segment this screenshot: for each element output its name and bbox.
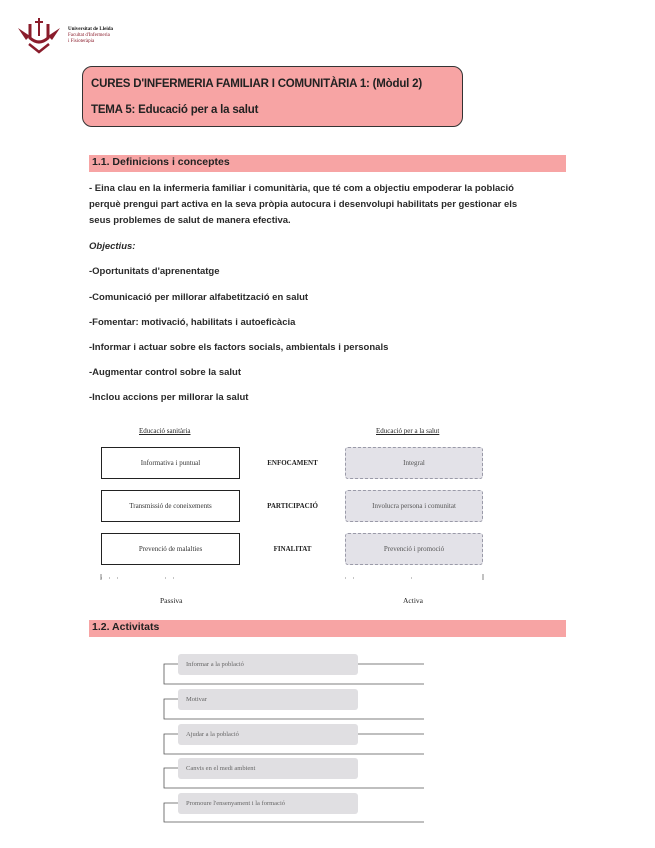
section-1-heading: 1.1. Definicions i conceptes [92, 156, 230, 168]
faculty-line-1: Facultat d'Infermeria [68, 33, 110, 38]
section-2-heading-bar [89, 620, 566, 637]
passive-active-axis [95, 570, 495, 586]
definition-line-1: - Eina clau en la infermeria familiar i comunitària, que té com a objectiu empoderar la població [89, 183, 514, 194]
right-box-approach: Integral [345, 447, 483, 479]
left-box-participation: Transmissió de coneixements [101, 490, 240, 522]
objectives-label: Objectius: [89, 241, 136, 252]
activity-item: Ajudar a la població [178, 724, 358, 745]
objective-item: -Fomentar: motivació, habilitats i autoeficàcia [89, 317, 296, 328]
row-label-participation: PARTICIPACIÓ [267, 502, 318, 510]
faculty-line-2: i Fisioteràpia [68, 39, 95, 44]
left-box-approach: Informativa i puntual [101, 447, 240, 479]
axis-label-active: Activa [403, 596, 423, 605]
activity-item: Informar a la població [178, 654, 358, 675]
objective-item: -Augmentar control sobre la salut [89, 367, 242, 378]
definition-line-2: perquè prengui part activa en la seva pròpia autocura i desenvolupi habilitats per gestionar els [89, 199, 518, 210]
objective-item: -Informar i actuar sobre els factors socials, ambientals i personals [89, 342, 389, 353]
topic-title: TEMA 5: Educació per a la salut [91, 104, 259, 116]
left-box-purpose: Prevenció de malalties [101, 533, 240, 565]
right-box-participation: Involucra persona i comunitat [345, 490, 483, 522]
health-education-right-header: Educació per a la salut [376, 427, 440, 435]
activity-item: Canvis en el medi ambient [178, 758, 358, 779]
right-box-purpose: Prevenció i promoció [345, 533, 483, 565]
university-title: Universitat de Lleida [68, 27, 113, 32]
section-1-heading-bar [89, 155, 566, 172]
course-title: CURES D'INFERMERIA FAMILIAR I COMUNITÀRIA 1: (Mòdul 2) [91, 78, 422, 90]
university-name [68, 27, 113, 45]
definition-line-3: seus problemes de salut de manera efectiva. [89, 215, 291, 226]
activity-item: Motivar [178, 689, 358, 710]
row-label-purpose: FINALITAT [273, 545, 312, 553]
objective-item: -Comunicació per millorar alfabetització en salut [89, 292, 309, 303]
activity-item: Promoure l'ensenyament i la formació [178, 793, 358, 814]
university-logo-icon [14, 14, 64, 54]
axis-label-passive: Passiva [160, 596, 183, 605]
health-education-left-header: Educació sanitària [139, 427, 191, 435]
section-2-heading: 1.2. Activitats [92, 621, 160, 633]
row-label-approach: ENFOCAMENT [267, 459, 318, 467]
objective-item: -Inclou accions per millorar la salut [89, 392, 249, 403]
university-logo [14, 14, 64, 54]
objective-item: -Oportunitats d'aprenentatge [89, 266, 220, 277]
document-title-box [82, 66, 463, 127]
